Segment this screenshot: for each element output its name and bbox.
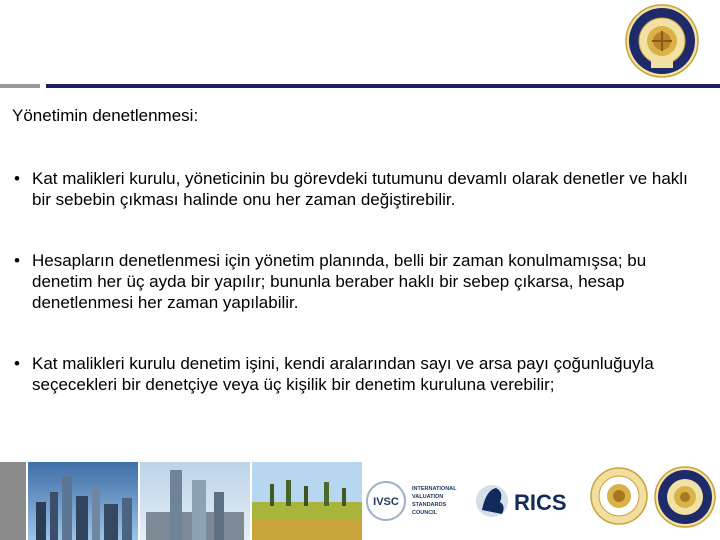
header-rule-navy bbox=[46, 84, 720, 88]
field-landscape-photo bbox=[252, 462, 362, 540]
rics-logo bbox=[472, 476, 580, 526]
partner-logos-strip bbox=[362, 462, 720, 540]
rics-text: RICS bbox=[514, 490, 567, 515]
ivsc-caption-line: STANDARDS bbox=[412, 502, 447, 508]
bullet-dot: • bbox=[14, 251, 20, 270]
bullet-list bbox=[14, 168, 704, 435]
bullet-item bbox=[14, 168, 704, 210]
bullet-item bbox=[14, 250, 704, 313]
bullet-text: Kat malikleri kurulu denetim işini, kendi aralarından sayı ve arsa payı çoğunluğuyla seçecekleri bir denetçiye veya üç kişilik bir denetim kuruluna verebilir; bbox=[32, 354, 654, 394]
ivsc-mark-text: IVSC bbox=[373, 496, 399, 508]
bullet-text: Kat malikleri kurulu, yöneticinin bu görevdeki tutumunu devamlı olarak denetler ve haklı bir sebebin çıkması halinde onu her zaman değiştirebilir. bbox=[32, 169, 688, 209]
gold-seal-logo bbox=[590, 464, 648, 528]
ivsc-caption-line: VALUATION bbox=[412, 494, 444, 500]
slide-title-text: Yönetimin denetlenmesi bbox=[12, 106, 194, 125]
slide-title-colon: : bbox=[193, 106, 199, 125]
ivsc-caption-line: INTERNATIONAL bbox=[412, 486, 457, 492]
ivsc-logo bbox=[366, 474, 470, 528]
bullet-text: Hesapların denetlenmesi için yönetim planında, belli bir zaman konulmamışsa; bu denetim her üç ayda bir yapılır; bununla beraber haklı bir sebep çıkarsa, hesap denetlenmesi her zaman yapılabilir. bbox=[32, 251, 647, 312]
bullet-dot: • bbox=[14, 354, 20, 373]
footer-grey-block bbox=[0, 462, 26, 540]
ankara-university-seal-small-logo bbox=[654, 464, 716, 532]
header-rule-grey bbox=[0, 84, 40, 88]
ivsc-caption-line: COUNCIL bbox=[412, 510, 438, 516]
ankara-university-seal-logo bbox=[625, 4, 699, 78]
bullet-item bbox=[14, 353, 704, 395]
city-skyline-photo bbox=[28, 462, 138, 540]
towers-photo bbox=[140, 462, 250, 540]
slide-title bbox=[12, 106, 198, 126]
footer-banner bbox=[0, 462, 720, 540]
bullet-dot: • bbox=[14, 169, 20, 188]
